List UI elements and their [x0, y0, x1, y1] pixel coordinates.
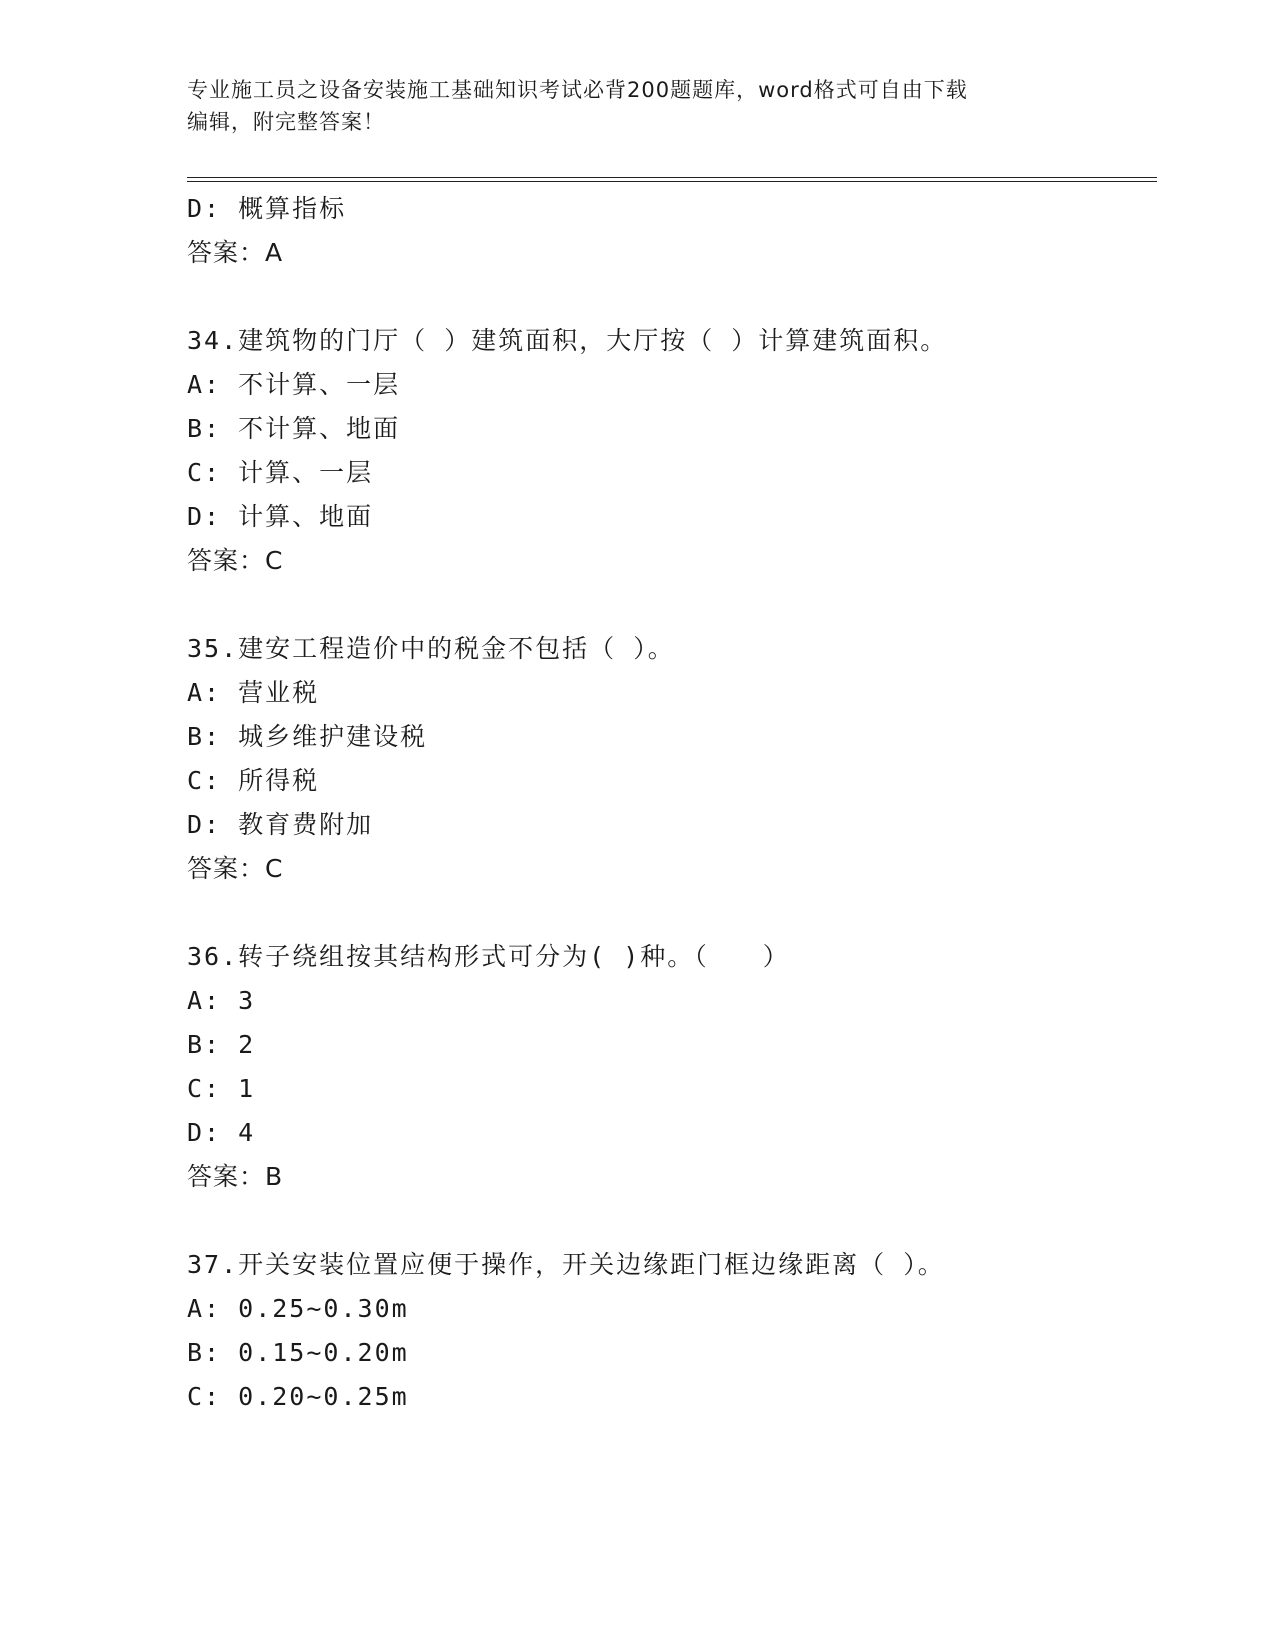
option-line: C: 所得税: [187, 766, 320, 795]
option-line: D: 教育费附加: [187, 810, 374, 839]
answer-line: 答案：B: [187, 1162, 284, 1191]
header-double-rule: [187, 177, 1157, 183]
option-line: D: 4: [187, 1118, 256, 1147]
option-line: D: 计算、地面: [187, 502, 374, 531]
option-line: B: 2: [187, 1030, 256, 1059]
option-line: C: 0.20~0.25m: [187, 1382, 409, 1411]
question-line: 35.建安工程造价中的税金不包括（ ）。: [187, 634, 675, 663]
rule-line-top: [187, 177, 1157, 178]
option-line: B: 0.15~0.20m: [187, 1338, 409, 1367]
option-line: C: 1: [187, 1074, 256, 1103]
option-line: A: 营业税: [187, 678, 320, 707]
header-title-line1: 专业施工员之设备安装施工基础知识考试必背200题题库，word格式可自由下载: [187, 78, 968, 102]
option-line: B: 不计算、地面: [187, 414, 401, 443]
option-line: A: 3: [187, 986, 256, 1015]
rule-line-bottom: [187, 181, 1157, 182]
answer-line: 答案：C: [187, 546, 284, 575]
option-line: D: 概算指标: [187, 194, 347, 223]
option-line: B: 城乡维护建设税: [187, 722, 428, 751]
question-line: 37.开关安装位置应便于操作，开关边缘距门框边缘距离（ ）。: [187, 1250, 945, 1279]
option-line: A: 0.25~0.30m: [187, 1294, 409, 1323]
header-title-line2: 编辑，附完整答案！: [187, 110, 385, 134]
option-line: A: 不计算、一层: [187, 370, 401, 399]
answer-line: 答案：A: [187, 238, 284, 267]
document-header: [187, 74, 1087, 138]
question-line: 36.转子绕组按其结构形式可分为( )种。（ ）: [187, 942, 790, 971]
option-line: C: 计算、一层: [187, 458, 374, 487]
question-line: 34.建筑物的门厅（ ）建筑面积，大厅按（ ）计算建筑面积。: [187, 326, 948, 355]
answer-line: 答案：C: [187, 854, 284, 883]
